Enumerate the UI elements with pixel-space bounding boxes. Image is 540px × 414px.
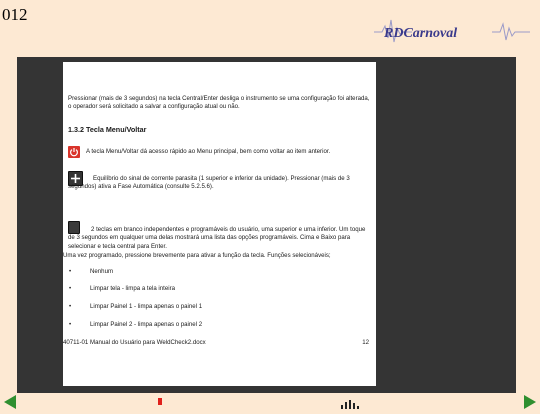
logo-text: RDCarnoval: [384, 26, 458, 41]
list-item: Limpar Painel 2 - limpa apenas o painel 2: [90, 321, 203, 328]
list-item: Limpar Painel 1 - limpa apenas o painel 1: [90, 303, 203, 310]
document-footer-filename: 40711-01 Manual do Usuário para WeldCheck2.docx: [63, 339, 206, 346]
list-item: Nenhum: [90, 268, 114, 275]
list-item: Limpar tela - limpa a tela inteira: [90, 285, 176, 292]
red-marker-icon: [158, 398, 162, 405]
triangle-left-icon[interactable]: [4, 395, 16, 409]
triangle-right-icon[interactable]: [524, 395, 536, 409]
programmed-paragraph: Uma vez programado, pressione brevemente para ativar a função da tecla. Funções selecionáveis;: [63, 252, 331, 259]
bullet-marker: •: [69, 285, 72, 292]
menu-key-description: A tecla Menu/Voltar dá acesso rápido ao Menu principal, bem como voltar ao item anterior.: [86, 148, 331, 155]
document-page: [63, 62, 376, 386]
bullet-marker: •: [69, 303, 72, 310]
section-heading: 1.3.2 Tecla Menu/Voltar: [68, 125, 147, 134]
bullet-marker: •: [69, 321, 72, 328]
blank-keys-description: 2 teclas em branco independentes e programáveis do usuário, uma superior e uma inferior. Um toque de 3 segundos em qualquer uma delas mostrará uma lista das opções programáveis. Cima e Baixo para selecionar e tecla central para Enter.: [68, 226, 366, 250]
balance-key-description: Equilíbrio do sinal de corrente parasita (1 superior e inferior da unidade). Pressionar (mais de 3 segundos) ativa a Fase Automática (consulte 5.2.5.6).: [68, 175, 350, 191]
intro-paragraph: Pressionar (mais de 3 segundos) na tecla Central/Enter desliga o instrumento se uma configuração foi alterada, o operador será solicitado a salvar a configuração atual ou não.: [68, 95, 370, 111]
logo: [372, 8, 532, 54]
bullet-marker: •: [69, 268, 72, 275]
page-number: 12: [362, 339, 369, 346]
slide-number: 012: [2, 5, 28, 24]
power-button-icon: [68, 146, 80, 158]
equalizer-bars-icon: [340, 396, 360, 405]
